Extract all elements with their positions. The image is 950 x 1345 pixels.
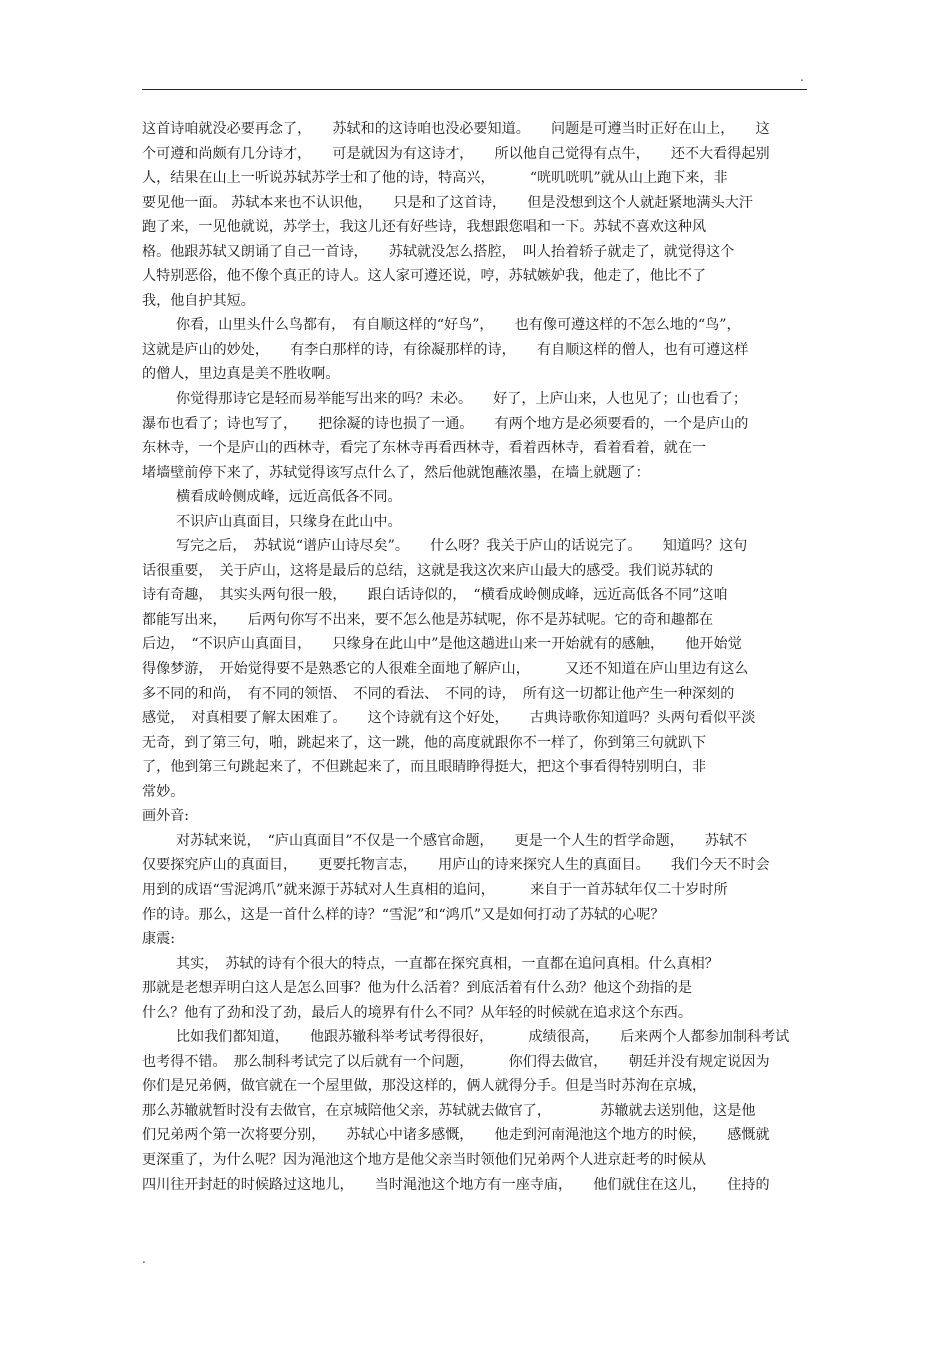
footer-mark: .	[142, 1252, 146, 1266]
text-line: 什么？他有了劲和没了劲，最后人的境界有什么不同？从年轻的时候就在追求这个东西。	[142, 1004, 693, 1021]
text-line: 对苏轼来说， “庐山真面目”不仅是一个感官命题， 更是一个人生的哲学命题， 苏轼不	[176, 832, 748, 849]
text-line: 东林寺，一个是庐山的西林寺，看完了东林寺再看西林寺，看着西林寺，看着看着，就在一	[142, 440, 707, 457]
text-line: 瀑布也看了；诗也写了， 把徐凝的诗也损了一通。 有两个地方是必须要看的，一个是庐山的	[142, 415, 749, 432]
text-line: 要见他一面。 苏轼本来也不认识他， 只是和了这首诗， 但是没想到这个人就赶紧地满头大汗	[142, 194, 753, 211]
text-line: 跑了来，一见他就说，苏学士，我这儿还有好些诗，我想跟您唱和一下。苏轼不喜欢这种风	[142, 219, 707, 236]
text-line: 诗有奇趣， 其实头两句很一般， 跟白话诗似的， “横看成岭侧成峰，远近高低各不同”这咱	[142, 587, 728, 604]
text-line: 其实， 苏轼的诗有个很大的特点，一直都在探究真相，一直都在追问真相。什么真相？	[176, 955, 719, 972]
text-line: 我，他自护其短。	[142, 292, 255, 309]
text-line: 话很重要， 关于庐山，这将是最后的总结，这就是我这次来庐山最大的感受。我们说苏轼的	[142, 562, 714, 579]
text-line: 康震:	[142, 931, 175, 948]
text-line: 也考得不错。 那么制科考试完了以后就有一个问题， 你们得去做官， 朝廷并没有规定说因为	[142, 1053, 770, 1070]
text-line: 更深重了，为什么呢？因为渑池这个地方是他父亲当时领他们兄弟两个人进京赶考的时候从	[142, 1151, 707, 1168]
text-line: 多不同的和尚， 有不同的领悟、 不同的看法、 不同的诗， 所有这一切都让他产生一种深刻的	[142, 685, 735, 702]
text-line: 四川往开封赶的时候路过这地儿， 当时渑池这个地方有一座寺庙， 他们就住在这儿， 住持的	[142, 1176, 770, 1193]
text-line: 了，他到第三句跳起来了，不但跳起来了，而且眼睛睁得挺大，把这个事看得特别明白，非	[142, 759, 707, 776]
text-line: 作的诗。那么，这是一首什么样的诗？“雪泥”和“鸿爪”又是如何打动了苏轼的心呢？	[142, 906, 665, 923]
text-line: 人特别恶俗，他不像个真正的诗人。这人家可遵还说，哼，苏轼嫉妒我，他走了，他比不了	[142, 268, 707, 285]
text-line: 们兄弟两个第一次将要分别， 苏轼心中诸多感慨， 他走到河南渑池这个地方的时候， 感慨就	[142, 1127, 770, 1144]
text-line: 你看，山里头什么鸟都有， 有自顺这样的“好鸟”， 也有像可遵这样的不怎么地的“鸟”，	[176, 317, 741, 334]
text-line: 你觉得那诗它是轻而易举能写出来的吗？未必。 好了，上庐山来，人也见了；山也看了；	[176, 391, 747, 408]
text-line: 人，结果在山上一听说苏轼苏学士和了他的诗，特高兴， “咣叽咣叽”就从山上跑下来，非	[142, 170, 728, 187]
text-line: 比如我们都知道， 他跟苏辙科举考试考得很好， 成绩很高， 后来两个人都参加制科考试	[176, 1029, 790, 1046]
text-line: 的僧人，里边真是美不胜收啊。	[142, 366, 340, 383]
text-line: 你们是兄弟俩，做官就在一个屋里做，那没这样的，俩人就得分手。但是当时苏洵在京城，	[142, 1078, 707, 1095]
text-line: 不识庐山真面目，只缘身在此山中。	[176, 513, 402, 530]
text-line: 堵墙壁前停下来了，苏轼觉得该写点什么了，然后他就饱蘸浓墨，在墙上就题了：	[142, 464, 650, 481]
text-line: 这就是庐山的妙处， 有李白那样的诗，有徐凝那样的诗， 有自顺这样的僧人，也有可遵这样	[142, 341, 749, 358]
text-line: 无奇，到了第三句，啪，跳起来了，这一跳，他的高度就跟你不一样了，你到第三句就趴下	[142, 734, 707, 751]
text-line: 那么苏辙就暂时没有去做官，在京城陪他父亲，苏轼就去做官了， 苏辙就去送别他，这是他	[142, 1102, 756, 1119]
text-line: 都能写出来， 后两句你写不出来，要不怎么他是苏轼呢，你不是苏轼呢。它的奇和趣都在	[142, 611, 714, 628]
body-text	[142, 117, 812, 1197]
text-line: 这首诗咱就没必要再念了， 苏轼和的这诗咱也没必要知道。 问题是可遵当时正好在山上， 这	[142, 121, 770, 137]
text-line: 得像梦游， 开始觉得要不是熟悉它的人很难全面地了解庐山， 又还不知道在庐山里边有这么	[142, 661, 749, 678]
header-mark: .	[800, 70, 804, 84]
text-line: 后边， “不识庐山真面目， 只缘身在此山中”是他这趟进山来一开始就有的感触， 他开始觉	[142, 636, 742, 653]
text-line: 感觉， 对真相要了解太困难了。 这个诗就有这个好处， 古典诗歌你知道吗？头两句看似平淡	[142, 710, 756, 727]
text-line: 画外音:	[142, 808, 190, 825]
header-rule	[142, 89, 807, 90]
text-line: 仅要探究庐山的真面目， 更要托物言志， 用庐山的诗来探究人生的真面目。 我们今天不时会	[142, 857, 770, 874]
text-line: 横看成岭侧成峰，远近高低各不同。	[176, 489, 402, 506]
text-line: 常妙。	[142, 783, 185, 800]
text-line: 写完之后， 苏轼说“谱庐山诗尽矣”。 什么呀？我关于庐山的话说完了。 知道吗？这句	[176, 538, 748, 555]
text-line: 用到的成语“雪泥鸿爪”就来源于苏轼对人生真相的追问， 来自于一首苏轼年仅二十岁时所	[142, 881, 728, 898]
text-line: 个可遵和尚颇有几分诗才， 可是就因为有这诗才， 所以他自己觉得有点牛， 还不大看得起别	[142, 145, 770, 162]
text-line: 那就是老想弄明白这人是怎么回事？他为什么活着？到底活着有什么劲？他这个劲指的是	[142, 980, 693, 997]
text-line: 格。他跟苏轼又朗诵了自己一首诗， 苏轼就没怎么搭腔， 叫人抬着轿子就走了，就觉得这个	[142, 243, 735, 260]
